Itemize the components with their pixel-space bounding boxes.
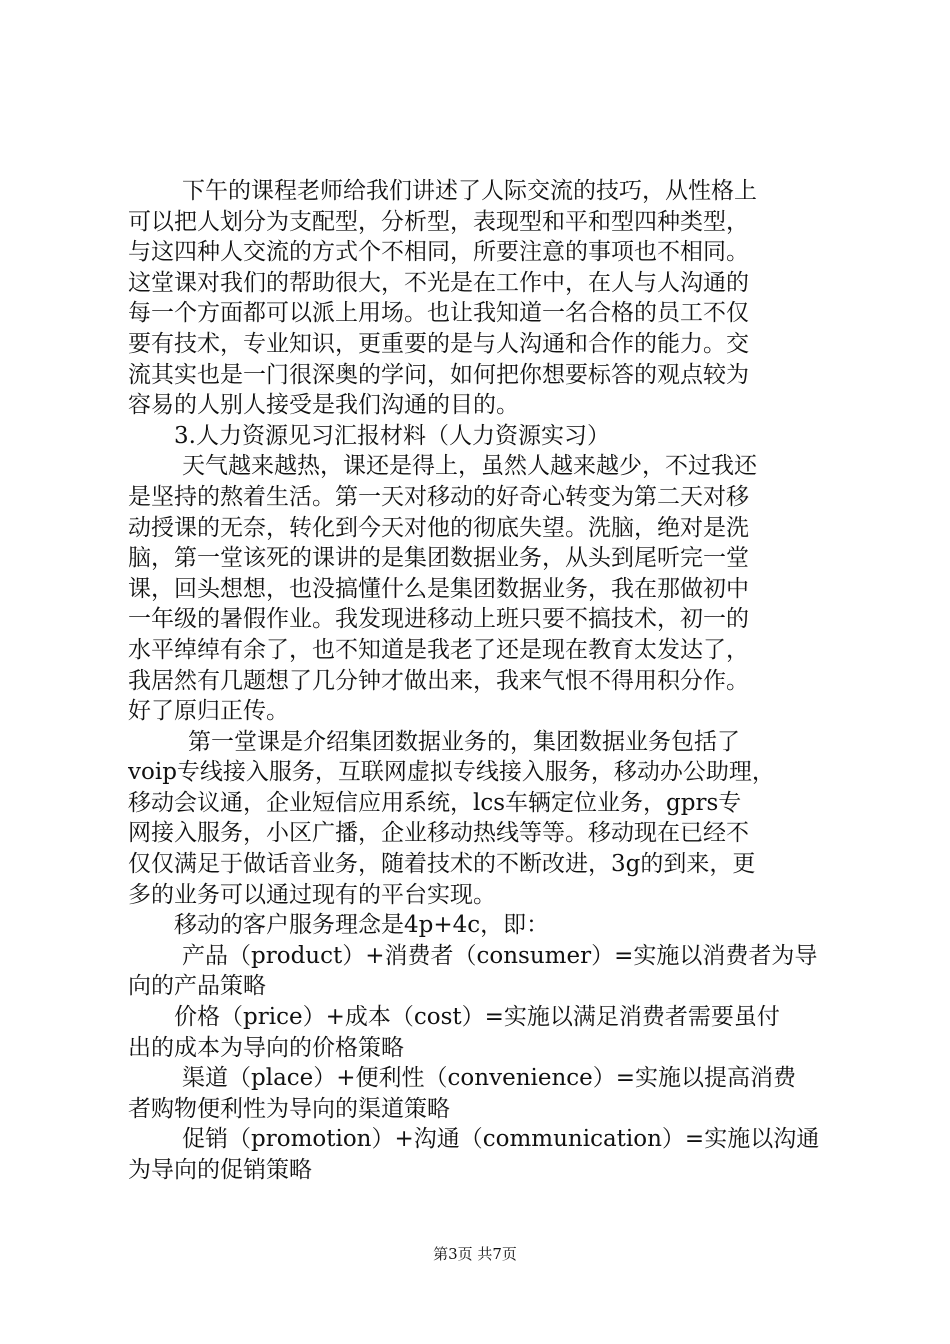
text-line: voip专线接入服务，互联网虚拟专线接入服务，移动办公助理， — [128, 759, 775, 786]
text-line: 天气越来越热，课还是得上，虽然人越来越少，不过我还 — [182, 453, 757, 480]
text-line: 我居然有几题想了几分钟才做出来，我来气恨不得用积分作。 — [128, 667, 749, 694]
text-line: 网接入服务，小区广播，企业移动热线等等。移动现在已经不 — [128, 820, 749, 847]
text-line: 每一个方面都可以派上用场。也让我知道一名合格的员工不仅 — [128, 300, 749, 327]
text-line: 一年级的暑假作业。我发现进移动上班只要不搞技术，初一的 — [128, 606, 749, 633]
text-line: 流其实也是一门很深奥的学问，如何把你想要标答的观点较为 — [128, 361, 749, 388]
text-line: 好了原归正传。 — [128, 698, 289, 725]
text-line: 促销（promotion）+沟通（communication）=实施以沟通 — [182, 1126, 820, 1153]
text-line: 课，回头想想，也没搞懂什么是集团数据业务，我在那做初中 — [128, 575, 749, 602]
text-line: 要有技术，专业知识，更重要的是与人沟通和合作的能力。交 — [128, 330, 749, 357]
page-number-footer: 第3页 共7页 — [433, 1245, 517, 1263]
text-line: 者购物便利性为导向的渠道策略 — [128, 1095, 450, 1122]
text-line: 可以把人划分为支配型，分析型，表现型和平和型四种类型， — [128, 208, 749, 235]
text-line: 出的成本为导向的价格策略 — [128, 1034, 404, 1061]
text-line: 3.人力资源见习汇报材料（人力资源实习） — [174, 422, 610, 449]
text-line: 动授课的无奈，转化到今天对他的彻底失望。洗脑，绝对是洗 — [128, 514, 749, 541]
text-line: 脑，第一堂该死的课讲的是集团数据业务，从头到尾听完一堂 — [128, 545, 749, 572]
text-line: 移动的客户服务理念是4p+4c，即： — [174, 912, 550, 939]
text-line: 多的业务可以通过现有的平台实现。 — [128, 881, 496, 908]
text-line: 为导向的促销策略 — [128, 1157, 312, 1183]
text-line: 产品（product）+消费者（consumer）=实施以消费者为导 — [182, 942, 818, 969]
text-line: 移动会议通，企业短信应用系统，lcs车辆定位业务，gprs专 — [128, 789, 742, 816]
text-line: 下午的课程老师给我们讲述了人际交流的技巧，从性格上 — [182, 178, 757, 204]
text-line: 是坚持的熬着生活。第一天对移动的好奇心转变为第二天对移 — [128, 483, 749, 510]
text-line: 第一堂课是介绍集团数据业务的，集团数据业务包括了 — [188, 728, 740, 755]
text-line: 渠道（place）+便利性（convenience）=实施以提高消费 — [182, 1065, 797, 1092]
text-line: 容易的人别人接受是我们沟通的目的。 — [128, 392, 519, 419]
text-line: 水平绰绰有余了，也不知道是我老了还是现在教育太发达了， — [128, 636, 749, 663]
document-body — [128, 176, 840, 1186]
text-line: 向的产品策略 — [128, 973, 266, 1000]
text-line: 与这四种人交流的方式个不相同，所要注意的事项也不相同。 — [128, 239, 749, 266]
text-line: 这堂课对我们的帮助很大，不光是在工作中，在人与人沟通的 — [128, 269, 749, 296]
text-line: 价格（price）+成本（cost）=实施以满足消费者需要虽付 — [174, 1004, 780, 1031]
text-line: 仅仅满足于做话音业务，随着技术的不断改进，3g的到来，更 — [128, 851, 756, 878]
